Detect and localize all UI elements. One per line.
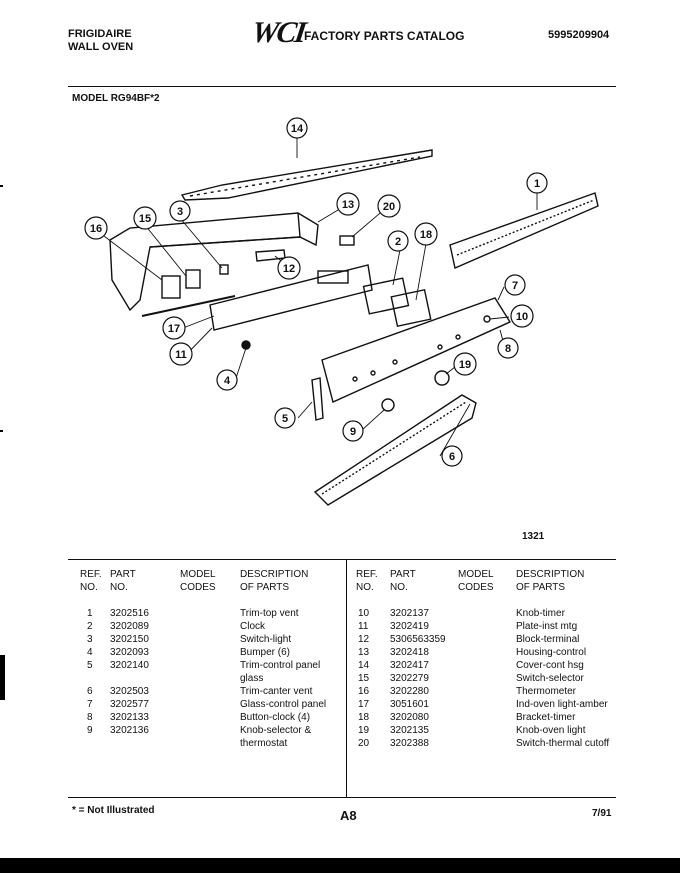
svg-text:8: 8	[504, 343, 512, 355]
left-ref-cell	[87, 737, 93, 750]
svg-text:10: 10	[515, 311, 529, 323]
left-desc-cell: Trim-canter vent	[240, 686, 313, 697]
part-12-terminal-block	[256, 250, 285, 261]
left-part-cell: 3202093	[110, 647, 149, 658]
right-desc-cell: Knob-oven light	[516, 725, 586, 736]
revision-date: 7/91	[592, 808, 612, 819]
right-part-cell: 5306563359	[390, 634, 446, 645]
part-17-indicator	[142, 296, 235, 316]
left-part-cell: 3202133	[110, 712, 149, 723]
callout-20	[378, 195, 400, 217]
page-number: A8	[340, 808, 357, 823]
svg-text:19: 19	[458, 359, 472, 371]
header-description: DESCRIPTION OF PARTS	[240, 569, 309, 593]
left-part-cell: 3202516	[110, 608, 149, 619]
right-ref-cell: 16	[358, 686, 370, 697]
callout-5	[275, 408, 295, 428]
left-desc-cell: Knob-selector &	[240, 725, 312, 736]
callout-11	[170, 343, 192, 365]
left-ref-cell: 6	[87, 686, 93, 697]
part-1-trim-vent	[450, 193, 598, 268]
left-ref-cell: 5	[87, 660, 93, 671]
left-part-cell	[110, 672, 149, 685]
part-7-glass-panel	[322, 298, 510, 402]
right-desc-cell: Switch-selector	[516, 673, 584, 684]
right-part-column	[390, 607, 446, 750]
svg-text:4: 4	[223, 375, 231, 387]
right-ref-cell: 15	[358, 673, 370, 684]
callout-12	[278, 257, 300, 279]
right-ref-cell: 17	[358, 699, 370, 710]
right-desc-cell: Cover-cont hsg	[516, 660, 584, 671]
part-5-trim	[312, 378, 323, 420]
part-14-cover	[182, 150, 432, 200]
right-part-cell: 3202279	[390, 673, 429, 684]
catalog-title: FACTORY PARTS CATALOG	[304, 29, 465, 43]
right-part-cell: 3051601	[390, 699, 429, 710]
svg-text:18: 18	[419, 229, 433, 241]
left-part-cell: 3202150	[110, 634, 149, 645]
svg-text:20: 20	[382, 201, 396, 213]
header-part-no: PART NO.	[110, 569, 136, 593]
svg-text:14: 14	[290, 123, 304, 135]
svg-text:6: 6	[448, 451, 456, 463]
left-desc-cell: Bumper (6)	[240, 647, 291, 658]
header-description-right: DESCRIPTION OF PARTS	[516, 569, 585, 593]
scan-edge-mark	[0, 655, 5, 700]
right-description-column	[516, 607, 609, 750]
figure-number: 1321	[522, 531, 545, 542]
right-ref-cell: 11	[358, 621, 369, 632]
right-ref-cell: 14	[358, 660, 370, 671]
callout-17	[163, 317, 185, 339]
header-model-codes-right: MODEL CODES	[458, 569, 494, 593]
right-desc-cell: Thermometer	[516, 686, 577, 697]
callout-15	[134, 207, 156, 229]
right-part-cell: 3202417	[390, 660, 429, 671]
part-16-thermometer	[162, 276, 180, 298]
right-part-cell: 3202418	[390, 647, 429, 658]
part-4-bumper	[242, 341, 250, 349]
left-desc-cell: Glass-control panel	[240, 699, 327, 710]
left-part-cell	[110, 737, 149, 750]
left-part-cell: 3202089	[110, 621, 149, 632]
left-desc-cell: Trim-control panel	[240, 660, 321, 671]
callout-9	[343, 421, 363, 441]
right-part-cell: 3202419	[390, 621, 429, 632]
callout-19	[454, 353, 476, 375]
callout-13	[337, 193, 359, 215]
svg-text:11: 11	[175, 349, 187, 361]
left-part-cell: 3202503	[110, 686, 149, 697]
right-desc-cell: Plate-inst mtg	[516, 621, 578, 632]
part-9-knob	[382, 399, 394, 411]
right-part-cell: 3202135	[390, 725, 429, 736]
header-part-no-right: PART NO.	[390, 569, 416, 593]
svg-text:2: 2	[394, 236, 402, 248]
right-part-cell: 3202137	[390, 608, 429, 619]
callout-14	[287, 118, 307, 138]
left-desc-cell: Button-clock (4)	[240, 712, 311, 723]
left-ref-column	[87, 607, 93, 750]
table-top-rule	[68, 559, 616, 560]
left-ref-cell: 2	[87, 621, 93, 632]
right-desc-cell: Ind-oven light-amber	[516, 699, 608, 710]
left-ref-cell: 4	[87, 647, 93, 658]
right-ref-column	[358, 607, 369, 750]
svg-text:17: 17	[167, 323, 181, 335]
left-desc-cell: thermostat	[240, 738, 288, 749]
scan-bottom-edge	[0, 858, 680, 873]
svg-text:7: 7	[511, 280, 519, 292]
svg-text:16: 16	[89, 223, 103, 235]
svg-text:12: 12	[282, 263, 296, 275]
callout-4	[217, 370, 237, 390]
svg-text:15: 15	[138, 213, 152, 225]
left-ref-cell	[87, 672, 93, 685]
right-desc-cell: Housing-control	[516, 647, 587, 658]
callout-8	[498, 338, 518, 358]
callout-7	[505, 275, 525, 295]
right-ref-cell: 13	[358, 647, 370, 658]
left-part-column	[110, 607, 149, 750]
exploded-parts-diagram	[0, 110, 680, 550]
left-ref-cell: 7	[87, 699, 93, 710]
left-desc-cell: Clock	[240, 621, 266, 632]
left-description-column	[240, 607, 326, 750]
left-part-cell: 3202577	[110, 699, 149, 710]
svg-text:3: 3	[176, 206, 184, 218]
wci-logo: WCI	[249, 16, 307, 49]
right-ref-cell: 12	[358, 634, 370, 645]
left-part-cell: 3202136	[110, 725, 149, 736]
callout-18	[415, 223, 437, 245]
header-rule	[68, 86, 616, 87]
right-ref-cell: 20	[358, 738, 370, 749]
model-number: MODEL RG94BF*2	[72, 93, 160, 104]
right-desc-cell: Block-terminal	[516, 634, 580, 645]
right-desc-cell: Switch-thermal cutoff	[516, 738, 610, 749]
callout-6	[442, 446, 462, 466]
right-part-cell: 3202388	[390, 738, 429, 749]
callout-10	[511, 305, 533, 327]
footnote-not-illustrated: * = Not Illustrated	[72, 805, 155, 816]
right-desc-cell: Knob-timer	[516, 608, 565, 619]
right-part-cell: 3202080	[390, 712, 429, 723]
svg-text:9: 9	[349, 426, 357, 438]
doc-number: 5995209904	[548, 29, 610, 41]
part-15-selector	[186, 270, 200, 288]
brand-line-1: FRIGIDAIRE	[68, 28, 132, 40]
right-ref-cell: 10	[358, 608, 370, 619]
table-divider	[346, 559, 347, 797]
part-10-knob-timer	[484, 316, 490, 322]
header-ref-no-right: REF. NO.	[356, 569, 378, 593]
svg-text:13: 13	[341, 199, 355, 211]
left-desc-cell: Switch-light	[240, 634, 292, 645]
header-model-codes: MODEL CODES	[180, 569, 216, 593]
svg-text:5: 5	[281, 413, 289, 425]
right-ref-cell: 19	[358, 725, 370, 736]
right-desc-cell: Bracket-timer	[516, 712, 576, 723]
callout-1	[527, 173, 547, 193]
left-part-cell: 3202140	[110, 660, 149, 671]
left-desc-cell: glass	[240, 673, 264, 684]
table-bottom-rule	[68, 797, 616, 798]
left-ref-cell: 8	[87, 712, 93, 723]
right-ref-cell: 18	[358, 712, 370, 723]
left-ref-cell: 3	[87, 634, 93, 645]
header-ref-no: REF. NO.	[80, 569, 102, 593]
part-20-cutoff	[340, 236, 354, 245]
left-desc-cell: Trim-top vent	[240, 608, 299, 619]
brand-line-2: WALL OVEN	[68, 41, 134, 53]
svg-text:1: 1	[533, 178, 541, 190]
callout-2	[388, 231, 408, 251]
left-ref-cell: 9	[87, 725, 93, 736]
right-part-cell: 3202280	[390, 686, 429, 697]
callout-16	[85, 217, 107, 239]
brand-block	[68, 28, 133, 54]
left-ref-cell: 1	[87, 608, 93, 619]
callout-3	[170, 201, 190, 221]
